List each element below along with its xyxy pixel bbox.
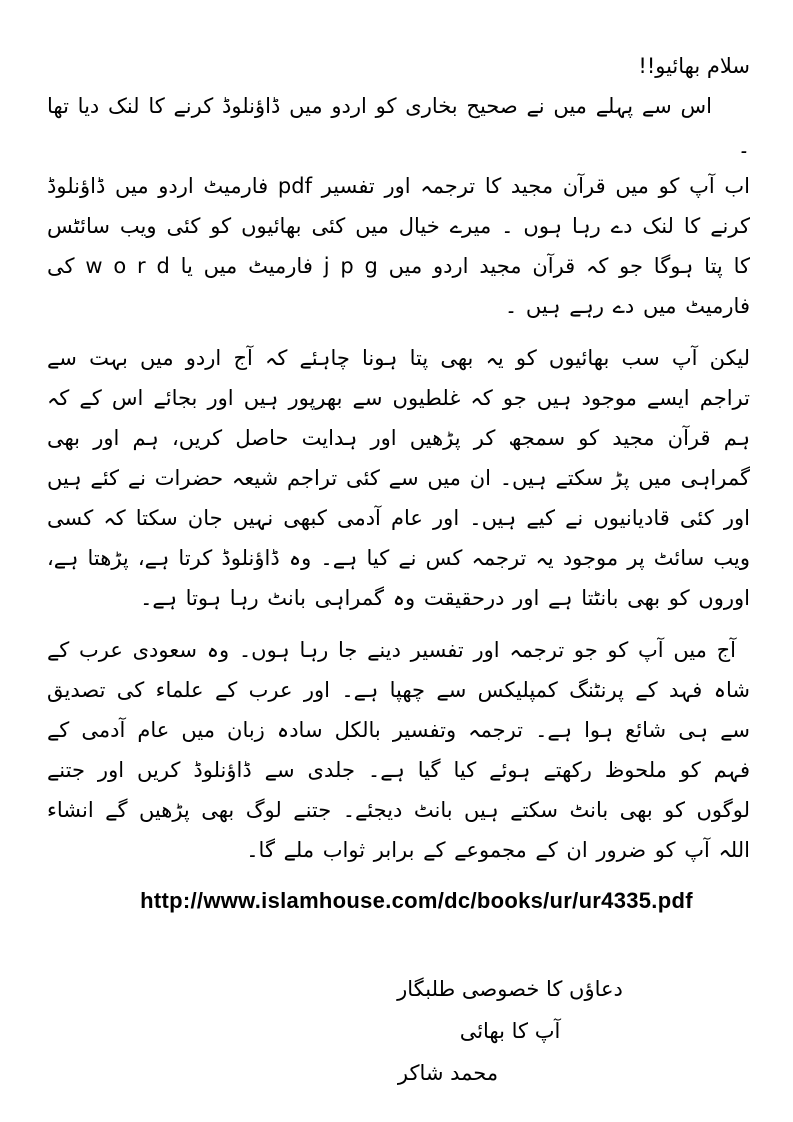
signature-block xyxy=(350,968,670,1094)
download-url[interactable]: http://www.islamhouse.com/dc/books/ur/ur4335.pdf xyxy=(140,888,693,913)
paragraph-recommended-translation: آج میں آپ کو جو ترجمہ اور تفسیر دینے جا رہا ہوں۔ وہ سعودی عرب کے شاہ فہد کے پرنٹنگ کمپلیکس سے چھپا ہے۔ اور عرب کے علماء کی تصدیق سے ہی شائع ہوا ہے۔ ترجمہ وتفسیر بالکل سادہ زبان میں عام آدمی کے فہم کو ملحوظ رکھتے ہوئے کیا گیا ہے۔ جلدی سے ڈاؤنلوڈ کریں اور جتنے لوگوں کو بھی بانٹ سکتے ہیں بانٹ دیجئے۔ جتنے لوگ بھی پڑھیں گے انشاء اللہ آپ کو ضرور ان کے مجموعے کے برابر ثواب ملے گا۔ xyxy=(47,638,750,862)
signature-line-author-name: محمد شاکر xyxy=(397,1061,499,1085)
greeting-line: سلام بھائیو!! xyxy=(638,54,750,78)
paragraph-warning-translations: لیکن آپ سب بھائیوں کو یہ بھی پتا ہونا چاہئے کہ آج اردو میں بہت سے تراجم ایسے موجود ہیں جو کہ غلطیوں سے بھرپور ہیں اور بجائے اس کے کہ ہم قرآن مجید کو سمجھ کر پڑھیں اور ہدایت حاصل کریں، ہم اور بھی گمراہی میں پڑ سکتے ہیں۔ ان میں سے کئی تراجم شیعہ حضرات نے کئے ہیں اور کئی قادیانیوں نے کیے ہیں۔ اور عام آدمی کبھی نہیں جان سکتا کہ کسی ویب سائٹ پر موجود یہ ترجمہ کس نے کیا ہے۔ وہ ڈاؤنلوڈ کرتا ہے، پڑھتا ہے، اوروں کو بھی بانٹتا ہے اور درحقیقت وہ گمراہی بانٹ رہا ہوتا ہے۔ xyxy=(47,346,750,610)
signature-line-your-brother: آپ کا بھائی xyxy=(459,1019,561,1043)
paragraph-intro-previous-link: اس سے پہلے میں نے صحیح بخاری کو اردو میں ڈاؤنلوڈ کرنے کا لنک دیا تھا ۔ xyxy=(47,94,750,158)
signature-line-prayers: دعاؤں کا خصوصی طلبگار xyxy=(397,977,623,1001)
paragraph-new-link-announcement: اب آپ کو میں قرآن مجید کا ترجمہ اور تفسیر pdf فارمیٹ اردو میں ڈاؤنلوڈ کرنے کا لنک دے رہا ہوں ۔ میرے خیال میں کئی بھائیوں کو کئی ویب سائٹس کا پتا ہوگا جو کہ قرآن مجید اردو میں j p g فارمیٹ میں یا w o r d کی فارمیٹ میں دے رہے ہیں ۔ xyxy=(47,174,751,318)
